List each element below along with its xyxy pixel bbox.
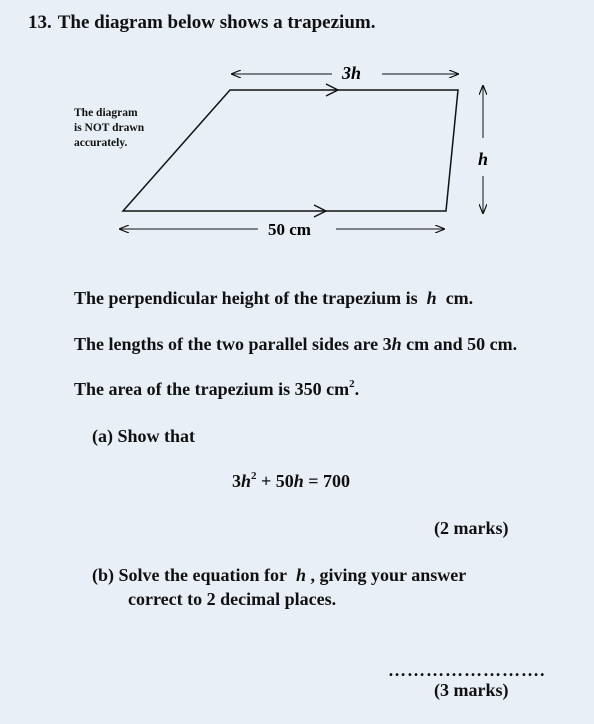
note-line: The diagram: [74, 107, 138, 119]
equation-variable: h: [293, 471, 304, 491]
height-label: h: [478, 149, 489, 169]
statement-text: The lengths of the two parallel sides are 3: [74, 334, 392, 354]
question-title-text: The diagram below shows a trapezium.: [57, 12, 376, 33]
equation-exponent: 2: [251, 470, 257, 482]
area-statement: [74, 379, 359, 400]
statement-text: The area of the trapezium is 350 cm: [74, 379, 350, 399]
statement-text: cm and 50 cm.: [406, 334, 518, 354]
part-a-label: (a) Show that: [92, 426, 196, 446]
answer-line[interactable]: …………………….: [388, 660, 546, 680]
note-line: is NOT drawn: [74, 122, 145, 134]
height-statement: [74, 288, 473, 309]
statement-variable: h: [391, 334, 402, 354]
equation-term: = 700: [303, 471, 351, 491]
part-b-question-line2: correct to 2 decimal places.: [128, 589, 337, 609]
part-b-text: (b) Solve the equation for: [92, 565, 287, 585]
statement-text: cm.: [445, 288, 474, 308]
part-a-marks: (2 marks): [434, 518, 509, 538]
equation-term: 3: [232, 471, 241, 491]
equation: [232, 471, 350, 492]
statement-variable: h: [426, 288, 437, 308]
statement-text: .: [354, 379, 360, 399]
part-b-variable: h: [296, 565, 307, 585]
equation-variable: h: [241, 471, 252, 491]
bottom-dimension-label: 50 cm: [268, 220, 311, 239]
superscript: 2: [349, 378, 355, 390]
note-line: accurately.: [74, 137, 128, 149]
diagram-note: [74, 106, 174, 151]
question-number: 13.: [28, 12, 52, 33]
statement-text: The perpendicular height of the trapezium is: [74, 288, 418, 308]
part-b-question: [92, 565, 466, 586]
sides-statement: [74, 334, 517, 355]
top-dimension-label: 3h: [342, 63, 362, 83]
part-b-marks: (3 marks): [434, 680, 509, 700]
equation-term: + 50: [256, 471, 294, 491]
part-b-text: , giving your answer: [310, 565, 467, 585]
